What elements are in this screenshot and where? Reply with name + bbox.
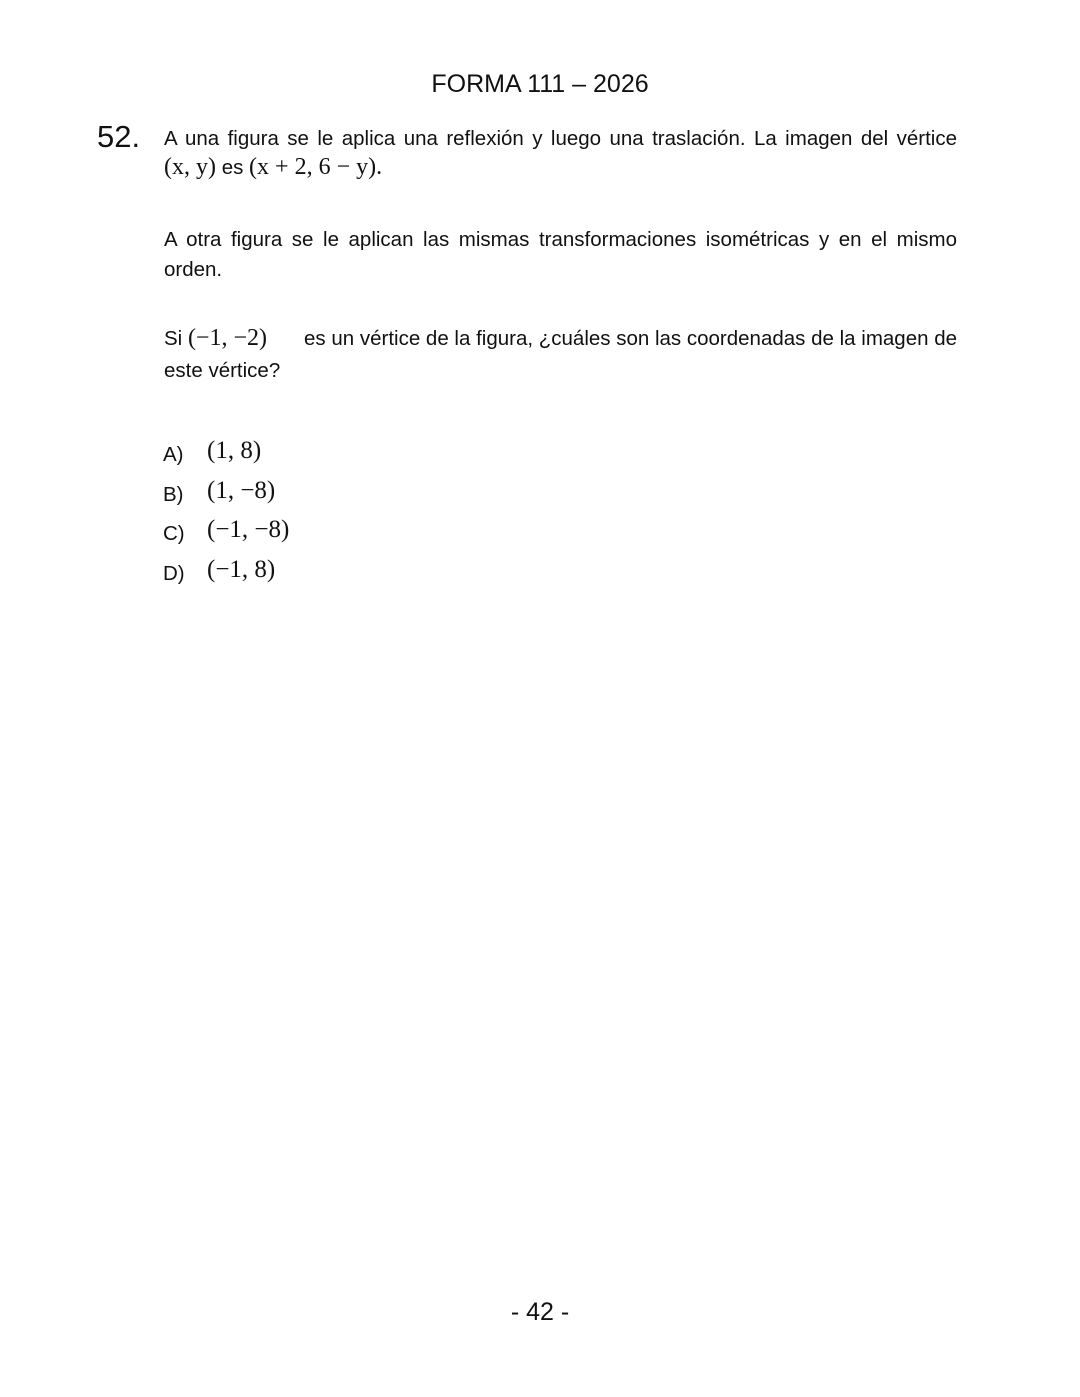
math-expression: (x, y) (164, 154, 216, 180)
question-text-line: A otra figura se le aplican las mismas transformaciones isométricas y en el mismo (164, 228, 957, 251)
page-number: - 42 - (510, 1298, 570, 1326)
question-text-line (164, 325, 957, 352)
text: Si (164, 327, 183, 350)
question-text-line: este vértice? (164, 359, 281, 382)
text: es un vértice de la figura, ¿cuáles son las coordenadas de la imagen de (304, 327, 957, 350)
question-text-line: orden. (164, 258, 223, 281)
option-letter-d: D) (163, 562, 185, 585)
page-header: FORMA 111 – 2026 (431, 70, 649, 98)
option-letter-c: C) (163, 522, 185, 545)
option-letter-a: A) (163, 443, 184, 466)
question-text-line (164, 154, 957, 181)
math-expression: (−1, −2) (187, 325, 267, 351)
option-value-a: (1, 8) (207, 437, 262, 464)
option-value-d: (−1, 8) (207, 556, 276, 583)
math-expression: (x + 2, 6 − y). (249, 154, 383, 180)
option-value-b: (1, −8) (207, 477, 276, 504)
question-number: 52. (97, 119, 141, 154)
option-value-c: (−1, −8) (207, 516, 290, 543)
option-letter-b: B) (163, 483, 184, 506)
question-text-line: A una figura se le aplica una reflexión y luego una traslación. La imagen del vértice (164, 127, 957, 150)
text: es (221, 156, 244, 179)
